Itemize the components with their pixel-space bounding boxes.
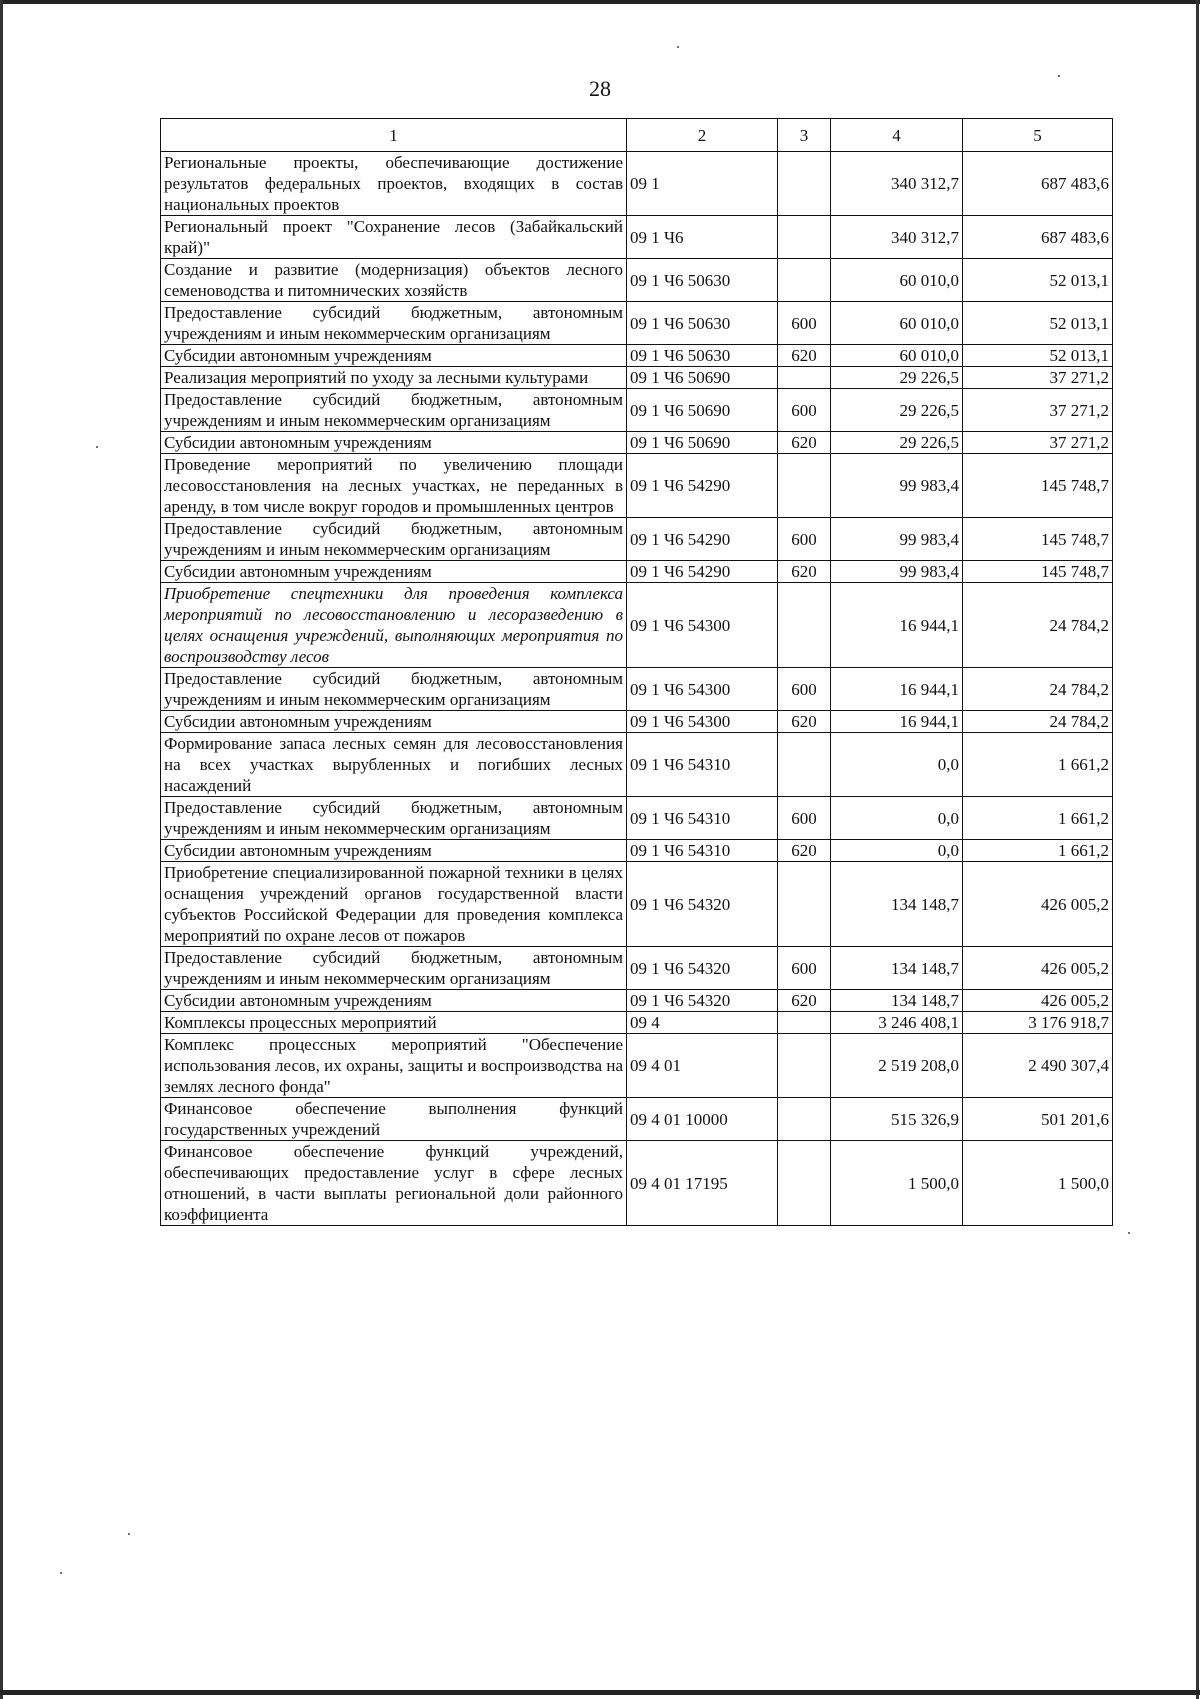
row-code-cell: 09 1 Ч6 54290 xyxy=(627,561,778,583)
scan-speck xyxy=(677,46,679,48)
column-header-1: 1 xyxy=(161,119,627,152)
row-value-col4-cell: 16 944,1 xyxy=(831,711,963,733)
table-row xyxy=(161,840,1113,862)
row-type-cell xyxy=(778,454,831,518)
row-value-col4-cell: 16 944,1 xyxy=(831,583,963,668)
table-row xyxy=(161,990,1113,1012)
row-name-cell: Предоставление субсидий бюджетным, автономным учреждениям и иным некоммерческим организациям xyxy=(161,518,627,561)
row-value-col4-cell: 29 226,5 xyxy=(831,389,963,432)
row-value-col5-cell: 24 784,2 xyxy=(963,668,1113,711)
row-value-col4-cell: 134 148,7 xyxy=(831,947,963,990)
row-type-cell: 620 xyxy=(778,345,831,367)
row-type-cell: 620 xyxy=(778,711,831,733)
row-value-col5-cell: 37 271,2 xyxy=(963,432,1113,454)
scan-speck xyxy=(1128,1232,1130,1234)
row-type-cell xyxy=(778,733,831,797)
row-code-cell: 09 4 01 10000 xyxy=(627,1098,778,1141)
table-row xyxy=(161,1034,1113,1098)
row-value-col4-cell: 99 983,4 xyxy=(831,561,963,583)
row-value-col5-cell: 1 661,2 xyxy=(963,797,1113,840)
row-type-cell xyxy=(778,1012,831,1034)
row-name-cell: Предоставление субсидий бюджетным, автономным учреждениям и иным некоммерческим организациям xyxy=(161,389,627,432)
scan-speck xyxy=(128,1533,130,1535)
row-code-cell: 09 1 Ч6 50690 xyxy=(627,432,778,454)
row-name-cell: Субсидии автономным учреждениям xyxy=(161,561,627,583)
row-code-cell: 09 1 Ч6 54310 xyxy=(627,840,778,862)
row-value-col5-cell: 52 013,1 xyxy=(963,345,1113,367)
row-type-cell: 600 xyxy=(778,302,831,345)
scan-edge-bottom xyxy=(0,1690,1200,1695)
row-code-cell: 09 1 Ч6 50630 xyxy=(627,302,778,345)
row-name-cell: Комплексы процессных мероприятий xyxy=(161,1012,627,1034)
row-name-cell: Формирование запаса лесных семян для лесовосстановления на всех участках вырубленных и погибших лесных насаждений xyxy=(161,733,627,797)
row-value-col5-cell: 24 784,2 xyxy=(963,583,1113,668)
row-code-cell: 09 4 xyxy=(627,1012,778,1034)
table-row xyxy=(161,1098,1113,1141)
row-name-cell: Предоставление субсидий бюджетным, автономным учреждениям и иным некоммерческим организациям xyxy=(161,668,627,711)
row-name-cell: Приобретение спецтехники для проведения комплекса мероприятий по лесовосстановлению и лесоразведению в целях оснащения учреждений, выполняющих мероприятия по воспроизводству лесов xyxy=(161,583,627,668)
row-code-cell: 09 1 Ч6 54320 xyxy=(627,947,778,990)
page-number: 28 xyxy=(589,76,611,101)
row-type-cell: 600 xyxy=(778,518,831,561)
table-row xyxy=(161,345,1113,367)
row-name-cell: Реализация мероприятий по уходу за лесными культурами xyxy=(161,367,627,389)
row-value-col4-cell: 0,0 xyxy=(831,797,963,840)
row-value-col4-cell: 99 983,4 xyxy=(831,454,963,518)
row-name-cell: Предоставление субсидий бюджетным, автономным учреждениям и иным некоммерческим организациям xyxy=(161,947,627,990)
column-header-4: 4 xyxy=(831,119,963,152)
table-row xyxy=(161,259,1113,302)
scan-speck xyxy=(60,1572,62,1574)
row-type-cell: 620 xyxy=(778,840,831,862)
scan-speck xyxy=(96,446,98,448)
column-header-2: 2 xyxy=(627,119,778,152)
row-name-cell: Субсидии автономным учреждениям xyxy=(161,711,627,733)
row-type-cell xyxy=(778,862,831,947)
row-value-col4-cell: 2 519 208,0 xyxy=(831,1034,963,1098)
row-code-cell: 09 1 Ч6 xyxy=(627,216,778,259)
row-name-cell: Создание и развитие (модернизация) объектов лесного семеноводства и питомнических хозяйств xyxy=(161,259,627,302)
row-value-col5-cell: 426 005,2 xyxy=(963,947,1113,990)
row-value-col5-cell: 1 661,2 xyxy=(963,733,1113,797)
row-code-cell: 09 1 Ч6 54300 xyxy=(627,668,778,711)
budget-table xyxy=(160,118,1113,1226)
row-type-cell xyxy=(778,367,831,389)
table-row xyxy=(161,947,1113,990)
row-code-cell: 09 1 Ч6 50630 xyxy=(627,259,778,302)
row-name-cell: Субсидии автономным учреждениям xyxy=(161,345,627,367)
table-row xyxy=(161,454,1113,518)
row-value-col5-cell: 37 271,2 xyxy=(963,389,1113,432)
row-name-cell: Комплекс процессных мероприятий "Обеспечение использования лесов, их охраны, защиты и воспроизводства на землях лесного фонда" xyxy=(161,1034,627,1098)
row-name-cell: Приобретение специализированной пожарной техники в целях оснащения учреждений органов государственной власти субъектов Российской Федерации для проведения комплекса мероприятий по охране лесов от пожаров xyxy=(161,862,627,947)
row-value-col5-cell: 52 013,1 xyxy=(963,302,1113,345)
row-name-cell: Субсидии автономным учреждениям xyxy=(161,990,627,1012)
table-row xyxy=(161,152,1113,216)
row-value-col5-cell: 501 201,6 xyxy=(963,1098,1113,1141)
row-value-col5-cell: 145 748,7 xyxy=(963,561,1113,583)
row-name-cell: Финансовое обеспечение выполнения функций государственных учреждений xyxy=(161,1098,627,1141)
table-row xyxy=(161,668,1113,711)
row-value-col5-cell: 687 483,6 xyxy=(963,216,1113,259)
row-code-cell: 09 1 Ч6 50690 xyxy=(627,389,778,432)
row-type-cell: 600 xyxy=(778,797,831,840)
row-value-col4-cell: 340 312,7 xyxy=(831,152,963,216)
row-code-cell: 09 4 01 xyxy=(627,1034,778,1098)
table-row xyxy=(161,367,1113,389)
row-value-col5-cell: 24 784,2 xyxy=(963,711,1113,733)
row-code-cell: 09 1 Ч6 54290 xyxy=(627,518,778,561)
row-name-cell: Региональный проект "Сохранение лесов (Забайкальский край)" xyxy=(161,216,627,259)
row-name-cell: Субсидии автономным учреждениям xyxy=(161,432,627,454)
row-code-cell: 09 1 Ч6 50630 xyxy=(627,345,778,367)
row-type-cell xyxy=(778,1141,831,1226)
table-row xyxy=(161,518,1113,561)
column-header-5: 5 xyxy=(963,119,1113,152)
row-value-col5-cell: 687 483,6 xyxy=(963,152,1113,216)
row-code-cell: 09 1 Ч6 54320 xyxy=(627,862,778,947)
row-value-col4-cell: 1 500,0 xyxy=(831,1141,963,1226)
row-type-cell: 600 xyxy=(778,389,831,432)
table-row xyxy=(161,389,1113,432)
row-value-col4-cell: 0,0 xyxy=(831,840,963,862)
row-value-col5-cell: 1 661,2 xyxy=(963,840,1113,862)
table-row xyxy=(161,862,1113,947)
row-value-col4-cell: 29 226,5 xyxy=(831,432,963,454)
row-value-col4-cell: 60 010,0 xyxy=(831,302,963,345)
table-row xyxy=(161,711,1113,733)
column-header-3: 3 xyxy=(778,119,831,152)
scan-edge-left xyxy=(0,0,3,1699)
scan-edge-right xyxy=(1196,0,1199,1699)
row-value-col5-cell: 52 013,1 xyxy=(963,259,1113,302)
row-code-cell: 09 1 Ч6 54310 xyxy=(627,797,778,840)
table-row xyxy=(161,1012,1113,1034)
row-name-cell: Финансовое обеспечение функций учреждений, обеспечивающих предоставление услуг в сфере лесных отношений, в части выплаты региональной доли районного коэффициента xyxy=(161,1141,627,1226)
row-value-col4-cell: 3 246 408,1 xyxy=(831,1012,963,1034)
row-value-col4-cell: 60 010,0 xyxy=(831,345,963,367)
table-row xyxy=(161,561,1113,583)
row-name-cell: Проведение мероприятий по увеличению площади лесовосстановления на лесных участках, не переданных в аренду, в том числе вокруг городов и промышленных центров xyxy=(161,454,627,518)
row-value-col4-cell: 340 312,7 xyxy=(831,216,963,259)
row-value-col4-cell: 99 983,4 xyxy=(831,518,963,561)
table-header-row xyxy=(161,119,1113,152)
table-row xyxy=(161,302,1113,345)
row-type-cell: 620 xyxy=(778,432,831,454)
table-row xyxy=(161,733,1113,797)
table-row xyxy=(161,432,1113,454)
row-value-col5-cell: 145 748,7 xyxy=(963,454,1113,518)
row-type-cell xyxy=(778,216,831,259)
row-type-cell: 620 xyxy=(778,561,831,583)
row-code-cell: 09 1 xyxy=(627,152,778,216)
row-value-col4-cell: 134 148,7 xyxy=(831,862,963,947)
row-value-col4-cell: 0,0 xyxy=(831,733,963,797)
row-code-cell: 09 1 Ч6 54300 xyxy=(627,711,778,733)
row-value-col5-cell: 426 005,2 xyxy=(963,862,1113,947)
row-type-cell xyxy=(778,152,831,216)
table-row xyxy=(161,583,1113,668)
table-row xyxy=(161,1141,1113,1226)
row-value-col4-cell: 515 326,9 xyxy=(831,1098,963,1141)
row-code-cell: 09 4 01 17195 xyxy=(627,1141,778,1226)
row-name-cell: Предоставление субсидий бюджетным, автономным учреждениям и иным некоммерческим организациям xyxy=(161,302,627,345)
row-type-cell: 600 xyxy=(778,668,831,711)
row-value-col5-cell: 145 748,7 xyxy=(963,518,1113,561)
row-type-cell xyxy=(778,583,831,668)
row-code-cell: 09 1 Ч6 50690 xyxy=(627,367,778,389)
row-name-cell: Субсидии автономным учреждениям xyxy=(161,840,627,862)
row-value-col5-cell: 1 500,0 xyxy=(963,1141,1113,1226)
row-code-cell: 09 1 Ч6 54300 xyxy=(627,583,778,668)
row-value-col4-cell: 60 010,0 xyxy=(831,259,963,302)
row-code-cell: 09 1 Ч6 54290 xyxy=(627,454,778,518)
row-value-col5-cell: 2 490 307,4 xyxy=(963,1034,1113,1098)
row-type-cell xyxy=(778,1034,831,1098)
row-type-cell xyxy=(778,259,831,302)
row-value-col4-cell: 134 148,7 xyxy=(831,990,963,1012)
row-name-cell: Региональные проекты, обеспечивающие достижение результатов федеральных проектов, входящих в состав национальных проектов xyxy=(161,152,627,216)
scan-edge-top xyxy=(0,0,1200,4)
table-row xyxy=(161,797,1113,840)
row-value-col4-cell: 16 944,1 xyxy=(831,668,963,711)
row-type-cell xyxy=(778,1098,831,1141)
row-value-col5-cell: 3 176 918,7 xyxy=(963,1012,1113,1034)
table-row xyxy=(161,216,1113,259)
row-name-cell: Предоставление субсидий бюджетным, автономным учреждениям и иным некоммерческим организациям xyxy=(161,797,627,840)
row-value-col4-cell: 29 226,5 xyxy=(831,367,963,389)
row-code-cell: 09 1 Ч6 54310 xyxy=(627,733,778,797)
row-code-cell: 09 1 Ч6 54320 xyxy=(627,990,778,1012)
row-type-cell: 620 xyxy=(778,990,831,1012)
row-value-col5-cell: 426 005,2 xyxy=(963,990,1113,1012)
row-value-col5-cell: 37 271,2 xyxy=(963,367,1113,389)
row-type-cell: 600 xyxy=(778,947,831,990)
